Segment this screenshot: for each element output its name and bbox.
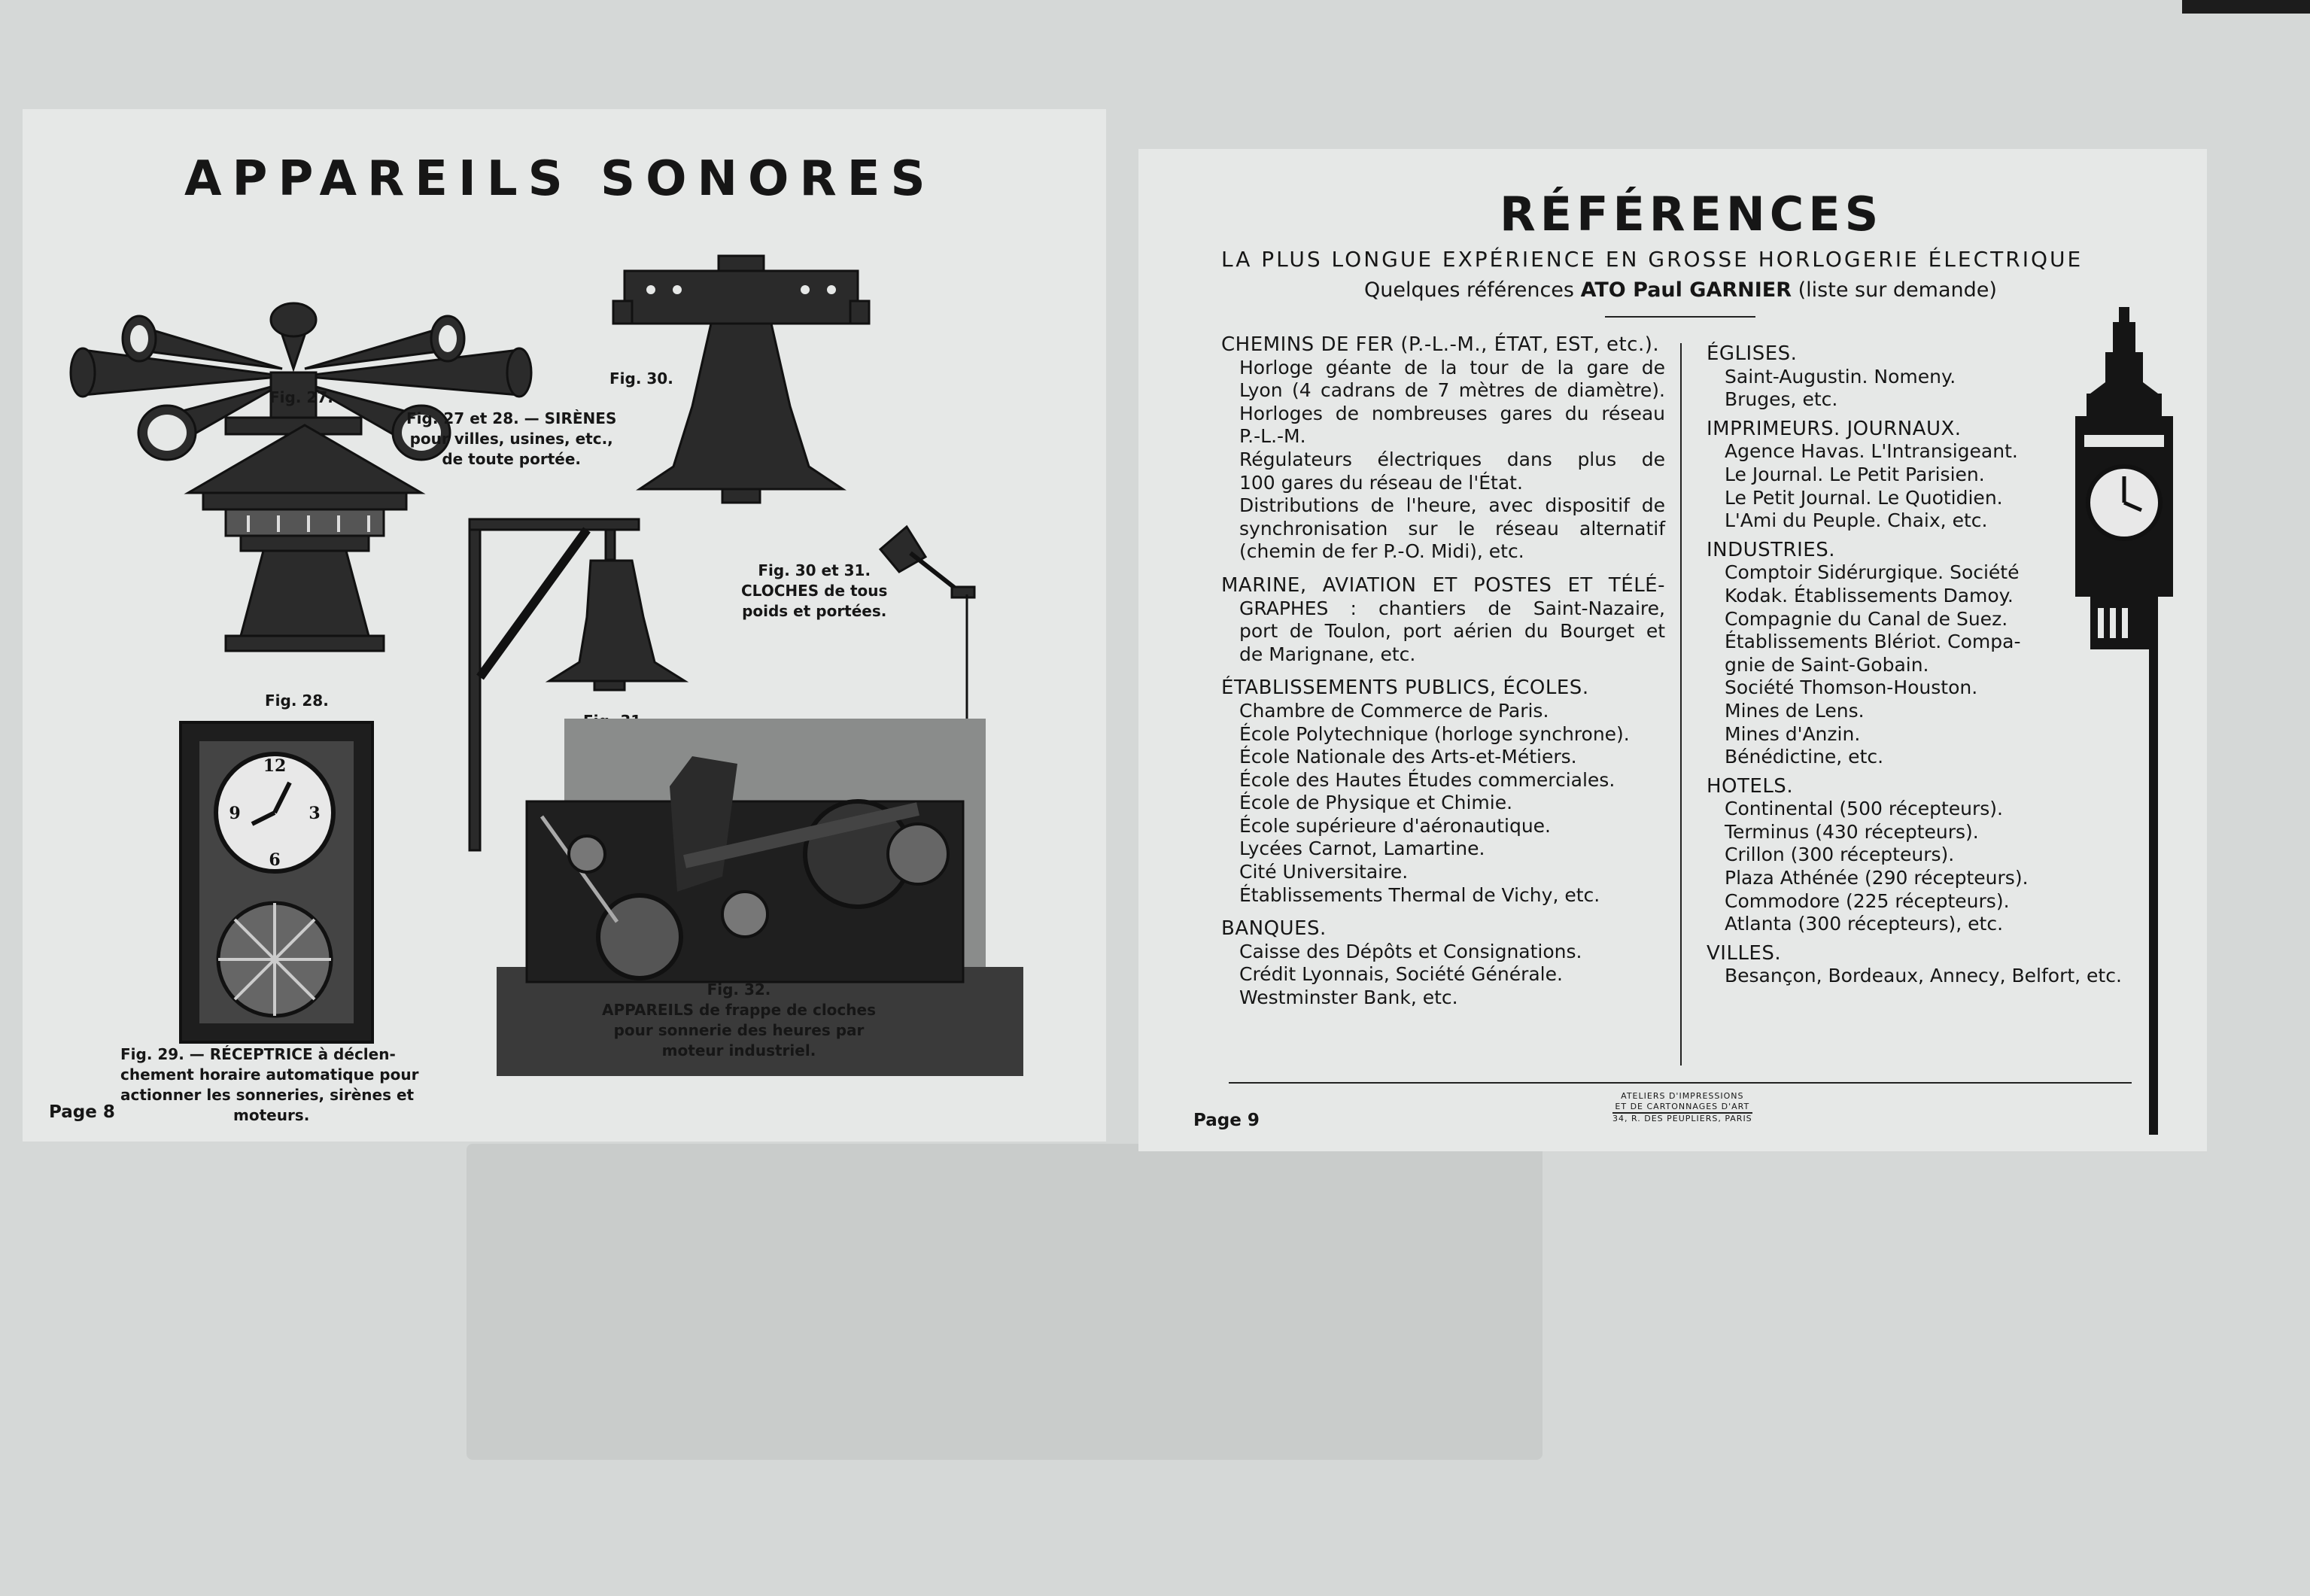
underlying-box-shadow — [1294, 1151, 1520, 1294]
tagline-post: (liste sur demande) — [1798, 278, 1997, 302]
right-page — [1138, 149, 2207, 1151]
section-heading: MARINE, AVIATION ET POSTES ET TÉLÉ- — [1221, 573, 1665, 597]
section-heading: INDUSTRIES. — [1707, 538, 1835, 561]
svg-text:3: 3 — [309, 804, 321, 823]
clock-tower-illustration — [2060, 307, 2188, 1135]
svg-text:9: 9 — [229, 804, 241, 823]
fig27-28-caption: Fig. 27 et 28. — SIRÈNES pour villes, usines, etc., de toute portée. — [406, 409, 617, 468]
receptrice-illustration — [177, 719, 380, 1050]
dark-edge — [2182, 0, 2310, 14]
left-page — [23, 109, 1106, 1142]
section-entries: Comptoir Sidérurgique. Société Kodak. Établissements Damoy. Compagnie du Canal de Suez. Établissements Blériot. Compa- gnie de Saint-Gobain. Société Thomson-Houston. Mines de Lens. Mines d'Anzin. Bénédictine, etc. — [1725, 561, 2021, 768]
section-heading: ÉGLISES. — [1707, 342, 1798, 365]
section-entries: Saint-Augustin. Nomeny. Bruges, etc. — [1725, 365, 1956, 411]
page-number: Page 9 — [1193, 1111, 1260, 1130]
underlying-clock-shadow — [820, 1151, 1068, 1452]
tagline-pre: Quelques références — [1364, 278, 1574, 302]
section-heading: CHEMINS DE FER (P.-L.-M., ÉTAT, EST, etc.). — [1221, 333, 1660, 356]
page-number: Page 8 — [49, 1102, 115, 1122]
section-entries: Besançon, Bordeaux, Annecy, Belfort, etc. — [1725, 965, 2122, 987]
section-entries: Chambre de Commerce de Paris. École Polytechnique (horloge synchrone). École Nationale des Arts-et-Métiers. École des Hautes Études commerciales. École de Physique et Chimie. École supérieure d'aéronautique. Lycées Carnot, Lamartine. Cité Universitaire. Établissements Thermal de Vichy, etc. — [1239, 699, 1630, 906]
printer-imprint: ATELIERS D'IMPRESSIONS ET DE CARTONNAGES D'ART 34, R. DES PEUPLIERS, PARIS — [1612, 1091, 1752, 1123]
fig32-caption: Fig. 32. APPAREILS de frappe de cloches pour sonnerie des heures par moteur industriel. — [602, 980, 876, 1059]
section-entries: Horloge géante de la tour de la gare de Lyon (4 cadrans de 7 mètres de diamètre). Horloges de nombreuses gares du réseau P.-L.-M. Régulateurs électriques dans plus de 100 gares du réseau de l'État. Distributions de l'heure, avec dispositif de synchronisation sur le réseau alternatif (chemin de fer P.-O. Midi), etc. — [1239, 356, 1665, 563]
tagline — [1364, 278, 1997, 302]
section-entries: Continental (500 récepteurs). Terminus (430 récepteurs). Crillon (300 récepteurs). Plaza Athénée (290 récepteurs). Commodore (225 récepteurs). Atlanta (300 récepteurs), etc. — [1725, 798, 2029, 935]
page-title: RÉFÉRENCES — [1500, 187, 1883, 242]
fig27-caption: Fig. 27. — [269, 388, 333, 406]
references-column-left — [1221, 333, 1665, 1010]
section-entries: GRAPHES : chantiers de Saint-Nazaire, port de Toulon, port aérien du Bourget et de Marignane, etc. — [1239, 597, 1665, 665]
section-heading: HOTELS. — [1707, 774, 1794, 798]
section-heading: IMPRIMEURS. JOURNAUX. — [1707, 417, 1962, 440]
svg-text:12: 12 — [263, 756, 287, 776]
page-title: APPAREILS SONORES — [184, 151, 936, 207]
fig30-caption: Fig. 30. — [609, 369, 673, 388]
section-heading: BANQUES. — [1221, 917, 1327, 941]
title-rule — [1605, 316, 1755, 318]
svg-text:6: 6 — [269, 850, 281, 870]
tagline-brand: ATO Paul GARNIER — [1580, 278, 1792, 302]
section-entries: Caisse des Dépôts et Consignations. Crédit Lyonnais, Société Générale. Westminster Bank, etc. — [1239, 940, 1582, 1009]
section-heading: ÉTABLISSEMENTS PUBLICS, ÉCOLES. — [1221, 676, 1589, 700]
fig28-caption: Fig. 28. — [265, 692, 329, 710]
fig30-31-caption: Fig. 30 et 31. CLOCHES de tous poids et portées. — [741, 561, 888, 620]
column-divider — [1680, 343, 1682, 1066]
hooded-siren-illustration — [181, 425, 429, 673]
section-entries: Agence Havas. L'Intransigeant. Le Journal. Le Petit Parisien. Le Petit Journal. Le Quotidien. L'Ami du Peuple. Chaix, etc. — [1725, 440, 2018, 532]
fig29-caption: Fig. 29. — RÉCEPTRICE à déclen- chement horaire automatique pour actionner les sonneries, sirènes et moteurs. — [120, 1045, 419, 1124]
section-heading: VILLES. — [1707, 941, 1782, 965]
subtitle: LA PLUS LONGUE EXPÉRIENCE EN GROSSE HORLOGERIE ÉLECTRIQUE — [1221, 247, 2084, 272]
footer-rule — [1229, 1082, 2132, 1084]
